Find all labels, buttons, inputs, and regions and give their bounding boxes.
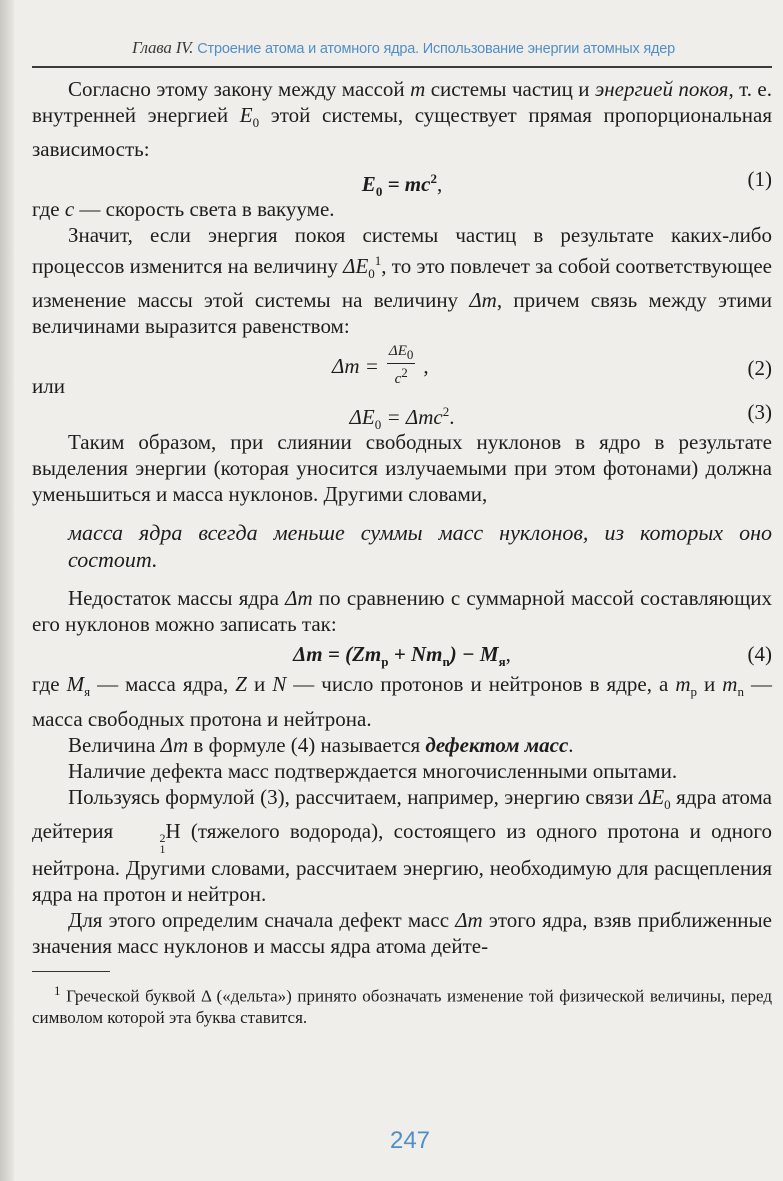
paragraph-4: Таким образом, при слиянии свободных нуклонов в ядро в результате выделения энергии (которая уносится излучаемыми при этом фотонами) должна уменьшиться и масса нуклонов. Другими словами, — [32, 430, 772, 507]
paragraph-2: где c — скорость света в вакууме. — [32, 197, 335, 222]
formula-4: $\Delta m = (Zm_p + Nm_n) - M_я$, (4) — [293, 642, 772, 670]
formula-number: (3) — [747, 400, 772, 425]
footnote-ref: 1 — [374, 253, 382, 269]
paragraph-6: где $M_я$ — масса ядра, Z и N — число протонов и нейтронов в ядре, а $m_p$ и $m_n$ — масса свободных протона и нейтрона. — [32, 672, 772, 731]
formula-number: (2) — [747, 356, 772, 381]
definition-statement: масса ядра всегда меньше суммы масс нуклонов, из которых оно состоит. — [68, 520, 772, 573]
paragraph-10: Для этого определим сначала дефект масс Δm этого ядра, взяв приближенные значения масс нуклонов и массы ядра атома дейте- — [32, 907, 772, 958]
fraction: $\frac{\Delta E_0}{c^2}$ — [388, 343, 414, 388]
formula-3: $\Delta E_0 = \Delta mc^2$. (3) — [349, 400, 772, 433]
chapter-label: Глава IV. — [132, 38, 194, 57]
paragraph-5: Недостаток массы ядра Δm по сравнению с суммарной массой составляющих его нуклонов можно записать так: — [32, 586, 773, 637]
term-mass-defect: дефектом масс — [425, 732, 569, 757]
footnote-mark: 1 — [54, 982, 61, 998]
page-number: 247 — [389, 1127, 431, 1154]
chapter-title: Строение атома и атомного ядра. Использование энергии атомных ядер — [197, 41, 676, 57]
page-body — [32, 76, 772, 1029]
header-rule — [32, 66, 772, 68]
formula-number: (4) — [747, 642, 772, 667]
formula-1: $E_0 = mc^2$, (1) — [361, 167, 772, 200]
isotope-indices: 2 1 — [159, 830, 166, 856]
paragraph-7: Величина Δm в формуле (4) называется дефектом масс. — [68, 732, 574, 757]
paragraph-3: Значит, если энергия покоя системы частиц в результате каких-либо процессов изменится на величину $\Delta E_0^1$, то это повлечет за собой соответствующее изменение массы этой системы на величину Δm, причем связь между этими величинами выразится равенством: — [32, 223, 773, 339]
running-header — [132, 38, 783, 58]
paragraph-8: Наличие дефекта масс подтверждается многочисленными опытами. — [68, 758, 678, 783]
formula-2: Δm = $\frac{\Delta E_0}{c^2}$ , (2) или — [32, 343, 772, 399]
paragraph-1: Согласно этому закону между массой m системы частиц и энергией покоя, т. е. внутренней энергией $E_0$ этой системы, существует прямая пропорциональная зависимость: — [32, 77, 773, 162]
book-spine-shadow — [0, 0, 14, 1181]
formula-number: (1) — [747, 167, 772, 192]
paragraph-9: Пользуясь формулой (3), рассчитаем, например, энергию связи $\Delta E_0$ ядра атома дейтерия 2 1 H (тяжелого водорода), состоящего из одного протона и одного нейтрона. Другими словами, рассчитаем энергию, необходимую для расщепления ядра на протон и нейтрон. — [32, 784, 773, 906]
term-rest-energy: энергией покоя — [594, 77, 729, 101]
footnote: $^1$ Греческой буквой Δ («дельта») принято обозначать изменение той физической величины, перед символом которой эта буква ставится. — [32, 982, 773, 1028]
or-label: или — [32, 374, 65, 399]
footnote-divider — [32, 971, 110, 972]
